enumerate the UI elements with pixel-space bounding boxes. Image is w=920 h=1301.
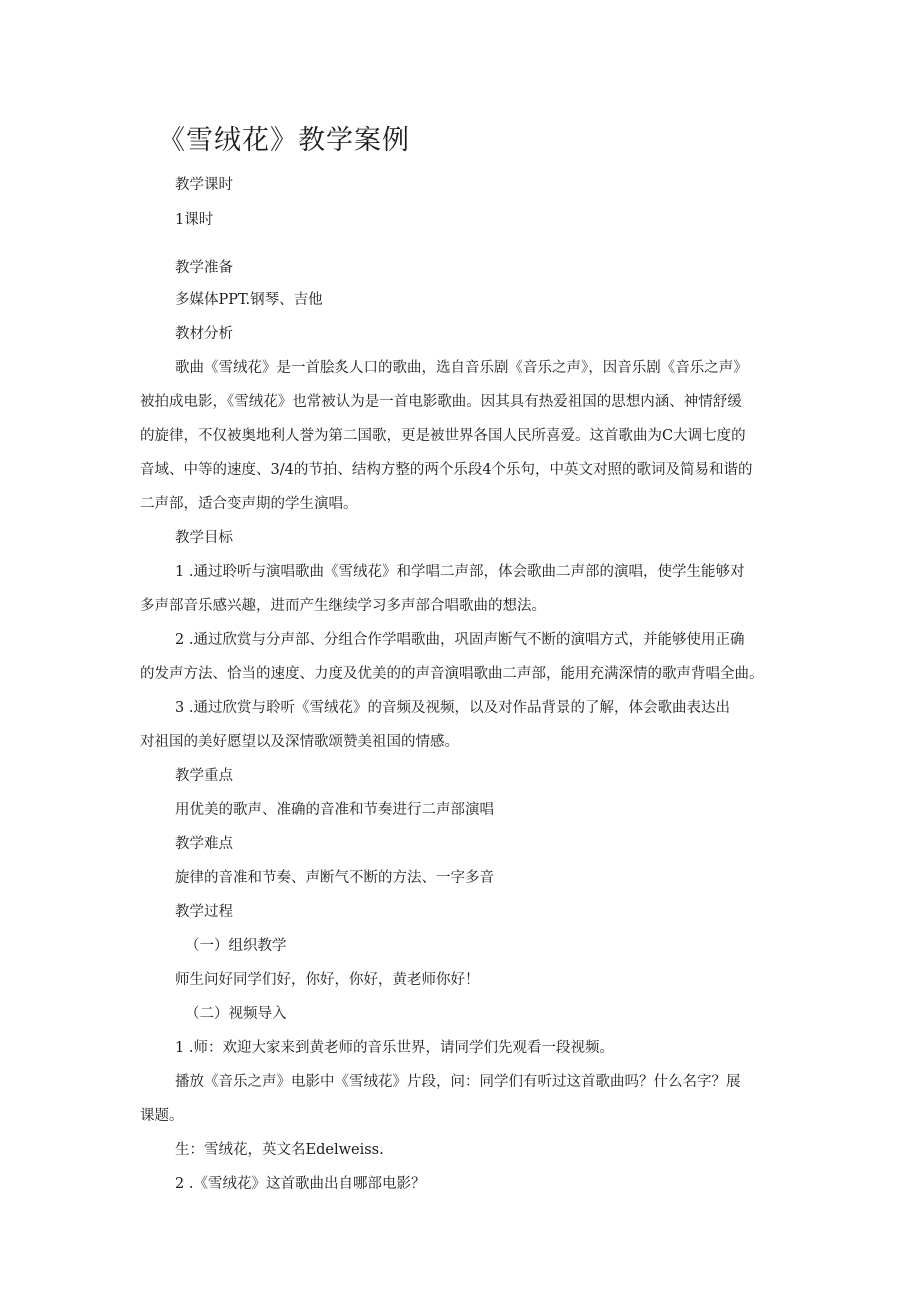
key-point-value: 用优美的歌声、准确的音准和节奏进行二声部演唱	[175, 802, 494, 818]
step-2-play-line: 课题。	[140, 1108, 184, 1124]
step-2-play-line: 播放《音乐之声》电影中《雪绒花》片段，问：同学们有听过这首歌曲吗？什么名字？展	[175, 1074, 741, 1090]
goal-1-line: 1 .通过聆听与演唱歌曲《雪绒花》和学唱二声部，体会歌曲二声部的演唱，使学生能够对	[175, 564, 745, 580]
goal-2-line: 的发声方法、恰当的速度、力度及优美的的声音演唱歌曲二声部，能用充满深情的歌声背唱全曲。	[140, 666, 764, 682]
step-2-item-1: 1 .师：欢迎大家来到黄老师的音乐世界，请同学们先观看一段视频。	[175, 1040, 614, 1056]
preparation-value: 多媒体PPT.钢琴、吉他	[175, 292, 323, 308]
key-point-heading: 教学重点	[175, 768, 233, 784]
analysis-line: 的旋律，不仅被奥地利人誉为第二国歌，更是被世界各国人民所喜爱。这首歌曲为C大调七度的	[140, 428, 746, 444]
goal-3-line: 3 .通过欣赏与聆听《雪绒花》的音频及视频，以及对作品背景的了解，体会歌曲表达出	[175, 700, 730, 716]
analysis-line: 音域、中等的速度、3/4的节拍、结构方整的两个乐段4个乐句，中英文对照的歌词及简易和谐的	[140, 462, 753, 478]
analysis-line: 被拍成电影，《雪绒花》也常被认为是一首电影歌曲。因其具有热爱祖国的思想内涵、神情舒缓	[140, 394, 742, 410]
lesson-hours-heading: 教学课时	[175, 177, 233, 193]
analysis-heading: 教材分析	[175, 326, 233, 342]
analysis-line: 二声部，适合变声期的学生演唱。	[140, 496, 358, 512]
document-title: 《雪绒花》教学案例	[158, 125, 410, 156]
difficulty-heading: 教学难点	[175, 836, 233, 852]
goal-3-line: 对祖国的美好愿望以及深情歌颂赞美祖国的情感。	[140, 734, 459, 750]
step-2-title: （二）视频导入	[185, 1006, 287, 1022]
difficulty-value: 旋律的音准和节奏、声断气不断的方法、一字多音	[175, 870, 494, 886]
lesson-hours-value: 1课时	[175, 212, 214, 228]
goals-heading: 教学目标	[175, 530, 233, 546]
step-2-student: 生：雪绒花，英文名Edelweiss.	[175, 1142, 384, 1158]
step-1-title: （一）组织教学	[185, 938, 287, 954]
preparation-heading: 教学准备	[175, 260, 233, 276]
analysis-line: 歌曲《雪绒花》是一首脍炙人口的歌曲，选自音乐剧《音乐之声》，因音乐剧《音乐之声》	[175, 360, 748, 376]
process-heading: 教学过程	[175, 904, 233, 920]
goal-2-line: 2 .通过欣赏与分声部、分组合作学唱歌曲，巩固声断气不断的演唱方式，并能够使用正确	[175, 632, 745, 648]
goal-1-line: 多声部音乐感兴趣，进而产生继续学习多声部合唱歌曲的想法。	[140, 598, 546, 614]
step-1-text: 师生问好同学们好，你好，你好，黄老师你好！	[175, 972, 480, 988]
step-2-item-2: 2 .《雪绒花》这首歌曲出自哪部电影？	[175, 1176, 426, 1192]
